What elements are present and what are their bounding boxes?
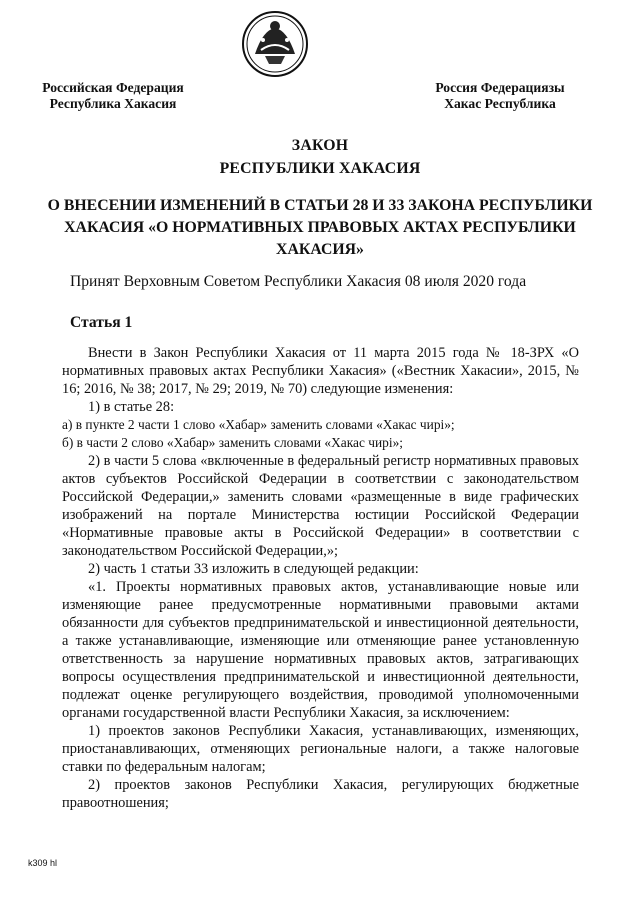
footer-document-code: k309 hl — [28, 858, 58, 868]
header-right-line2: Хакас Республика — [444, 96, 556, 111]
paragraph-item-2-art33: 2) часть 1 статьи 33 изложить в следующей редакции: — [88, 561, 419, 577]
header-left-line2: Республика Хакасия — [49, 96, 177, 111]
document-type-title: ЗАКОН — [291, 137, 349, 154]
paragraph-subitem-b: б) в части 2 слово «Хабар» заменить словами «Хакас чирі»; — [62, 435, 403, 450]
paragraph-exception-1: 1) проектов законов Республики Хакасия, устанавливающих, изменяющих, приостанавливающих, отменяющих региональные налоги, а также налоговые ставки по федеральным налогам; — [62, 723, 579, 775]
adoption-statement: Принят Верховным Советом Республики Хакасия 08 июля 2020 года — [70, 273, 527, 290]
header-left-block — [28, 80, 198, 112]
paragraph-item-1: 1) в статье 28: — [88, 399, 175, 415]
law-name-heading: О ВНЕСЕНИИ ИЗМЕНЕНИЙ В СТАТЬИ 28 И 33 ЗАКОНА РЕСПУБЛИКИ ХАКАСИЯ «О НОРМАТИВНЫХ ПРАВОВЫХ АКТАХ РЕСПУБЛИКИ ХАКАСИЯ» — [47, 197, 593, 258]
article-heading: Статья 1 — [70, 314, 133, 331]
coat-of-arms-emblem — [241, 10, 309, 78]
paragraph-subitem-a: а) в пункте 2 части 1 слово «Хабар» заменить словами «Хакас чирі»; — [62, 417, 455, 432]
header-right-line1: Россия Федерациязы — [435, 80, 565, 95]
header-left-line1: Российская Федерация — [42, 80, 184, 95]
article-body — [62, 344, 579, 812]
header-right-block — [420, 80, 580, 112]
paragraph-intro: Внести в Закон Республики Хакасия от 11 марта 2015 года № 18-ЗРХ «О нормативных правовых актах Республики Хакасия» («Вестник Хакасии», 2015, № 16; 2016, № 38; 2017, № 29; 2019, № 70) следующие изменения: — [62, 345, 579, 397]
paragraph-item-2-part5: 2) в части 5 слова «включенные в федеральный регистр нормативных правовых актов субъектов Российской Федерации в соответствии с законодательством Российской Федерации,» заменить словами «размещенные в виде графических изображений на портале Министерства юстиции Российской Федерации «Нормативные правовые акты в Российской Федерации» в соответствии с законодательством Российской Федерации,»; — [62, 453, 579, 559]
paragraph-exception-2: 2) проектов законов Республики Хакасия, регулирующих бюджетные правоотношения; — [62, 777, 579, 811]
document-issuer-title: РЕСПУБЛИКИ ХАКАСИЯ — [219, 160, 421, 177]
paragraph-new-text: «1. Проекты нормативных правовых актов, устанавливающие новые или изменяющие ранее предусмотренные нормативными правовыми актами обязанности для субъектов предпринимательской и инвестиционной деятельности, а также устанавливающие, изменяющие или отменяющие ранее установленную ответственность за нарушение нормативных правовых актов, затрагивающих вопросы осуществления предпринимательской и инвестиционной деятельности, подлежат оценке регулирующего воздействия, проводимой уполномоченными органами государственной власти Республики Хакасия, за исключением: — [62, 579, 579, 721]
